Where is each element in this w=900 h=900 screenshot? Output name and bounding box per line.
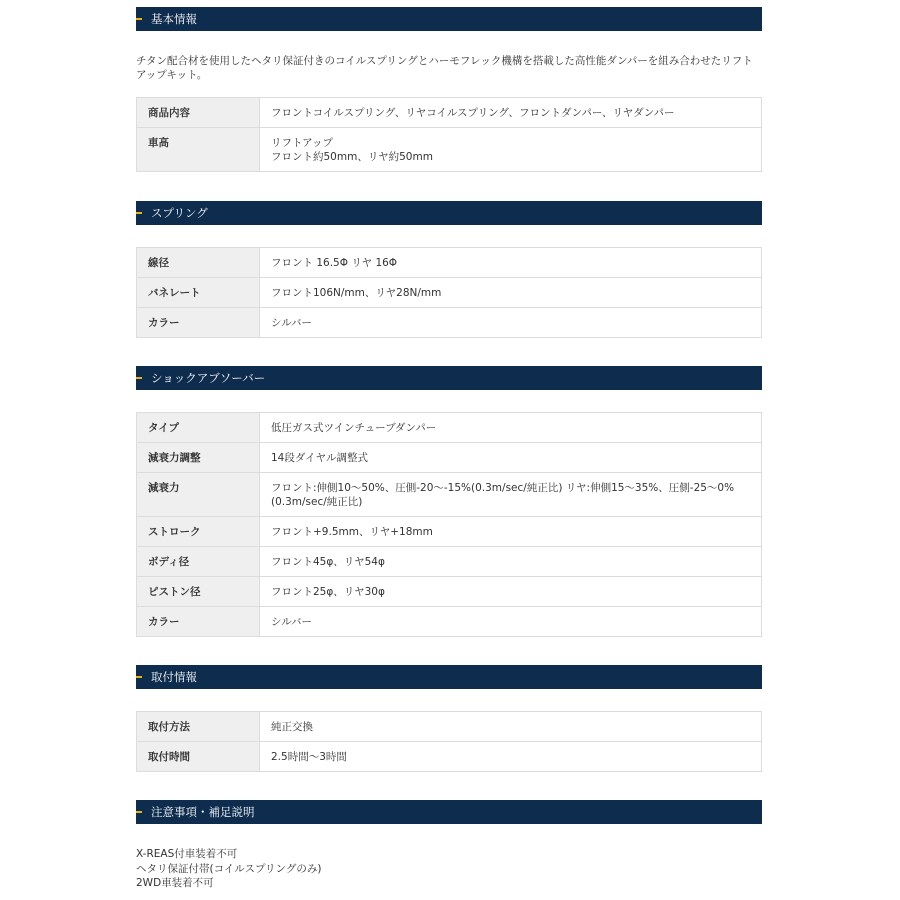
value-line: シルバー bbox=[271, 616, 313, 628]
row-label: 商品内容 bbox=[137, 98, 260, 128]
section-title: 取付情報 bbox=[151, 670, 197, 684]
table-row bbox=[137, 517, 762, 547]
row-value bbox=[260, 517, 762, 547]
value-line: 2.5時間～3時間 bbox=[271, 751, 347, 763]
value-line: フロント106N/mm、リヤ28N/mm bbox=[271, 287, 442, 299]
table-row bbox=[137, 473, 762, 517]
note-line: ヘタリ保証付帯(コイルスプリングのみ) bbox=[136, 862, 322, 875]
row-label: 車高 bbox=[137, 128, 260, 172]
table-row bbox=[137, 742, 762, 772]
row-label: バネレート bbox=[137, 278, 260, 308]
table-row bbox=[137, 278, 762, 308]
table-row bbox=[137, 98, 762, 128]
row-label: タイプ bbox=[137, 413, 260, 443]
accent-bar-icon bbox=[136, 18, 142, 20]
row-label: 減衰力調整 bbox=[137, 443, 260, 473]
spec-table bbox=[136, 97, 762, 172]
row-label: 線径 bbox=[137, 248, 260, 278]
value-line: フロント+9.5mm、リヤ+18mm bbox=[271, 526, 433, 538]
row-value bbox=[260, 742, 762, 772]
value-line: フロント:伸側10～50%、圧側-20～-15%(0.3m/sec/純正比) リヤ:伸側15～35%、圧側-25～0% bbox=[271, 482, 735, 494]
row-value bbox=[260, 128, 762, 172]
row-value bbox=[260, 607, 762, 637]
row-label: 取付時間 bbox=[137, 742, 260, 772]
row-value bbox=[260, 98, 762, 128]
value-line: リフトアップ bbox=[271, 137, 333, 149]
table-row bbox=[137, 413, 762, 443]
section-header bbox=[136, 800, 762, 824]
row-value bbox=[260, 248, 762, 278]
section-header bbox=[136, 366, 762, 390]
value-line: 純正交換 bbox=[271, 721, 313, 733]
value-line: フロントコイルスプリング、リヤコイルスプリング、フロントダンパー、リヤダンパー bbox=[271, 107, 675, 119]
table-row bbox=[137, 712, 762, 742]
value-line: 低圧ガス式ツインチューブダンパー bbox=[271, 422, 437, 434]
row-label: カラー bbox=[137, 308, 260, 338]
table-row bbox=[137, 248, 762, 278]
notes-list bbox=[136, 847, 762, 891]
value-line: フロント25φ、リヤ30φ bbox=[271, 586, 385, 598]
row-value bbox=[260, 712, 762, 742]
table-row bbox=[137, 443, 762, 473]
row-label: ボディ径 bbox=[137, 547, 260, 577]
section-title: 基本情報 bbox=[151, 12, 197, 26]
row-value bbox=[260, 473, 762, 517]
table-row bbox=[137, 607, 762, 637]
intro-text: チタン配合材を使用したヘタリ保証付きのコイルスプリングとハーモフレック機構を搭載した高性能ダンパーを組み合わせたリフトアップキット。 bbox=[136, 55, 753, 81]
row-value bbox=[260, 443, 762, 473]
section-header bbox=[136, 7, 762, 31]
row-label: ピストン径 bbox=[137, 577, 260, 607]
row-value bbox=[260, 413, 762, 443]
section-header bbox=[136, 665, 762, 689]
table-row bbox=[137, 308, 762, 338]
row-value bbox=[260, 577, 762, 607]
spec-table bbox=[136, 247, 762, 338]
table-row bbox=[137, 128, 762, 172]
row-value bbox=[260, 278, 762, 308]
table-row bbox=[137, 547, 762, 577]
table-row bbox=[137, 577, 762, 607]
value-line: フロント45φ、リヤ54φ bbox=[271, 556, 385, 568]
row-label: 減衰力 bbox=[137, 473, 260, 517]
accent-bar-icon bbox=[136, 676, 142, 678]
section-title: ショックアブソーバー bbox=[151, 371, 266, 385]
accent-bar-icon bbox=[136, 811, 142, 813]
row-label: 取付方法 bbox=[137, 712, 260, 742]
value-line: 14段ダイヤル調整式 bbox=[271, 452, 369, 464]
accent-bar-icon bbox=[136, 212, 142, 214]
section-header bbox=[136, 201, 762, 225]
note-line: 2WD車装着不可 bbox=[136, 877, 214, 889]
note-line: X-REAS付車装着不可 bbox=[136, 848, 238, 860]
section-title: スプリング bbox=[151, 206, 208, 220]
accent-bar-icon bbox=[136, 377, 142, 379]
row-value bbox=[260, 547, 762, 577]
value-line: シルバー bbox=[271, 317, 313, 329]
row-value bbox=[260, 308, 762, 338]
value-line: フロント 16.5Φ リヤ 16Φ bbox=[271, 257, 398, 269]
row-label: ストローク bbox=[137, 517, 260, 547]
spec-table bbox=[136, 711, 762, 772]
section-title: 注意事項・補足説明 bbox=[151, 805, 255, 819]
value-line: フロント約50mm、リヤ約50mm bbox=[271, 151, 433, 163]
spec-table bbox=[136, 412, 762, 637]
row-label: カラー bbox=[137, 607, 260, 637]
value-line: (0.3m/sec/純正比) bbox=[271, 496, 363, 508]
